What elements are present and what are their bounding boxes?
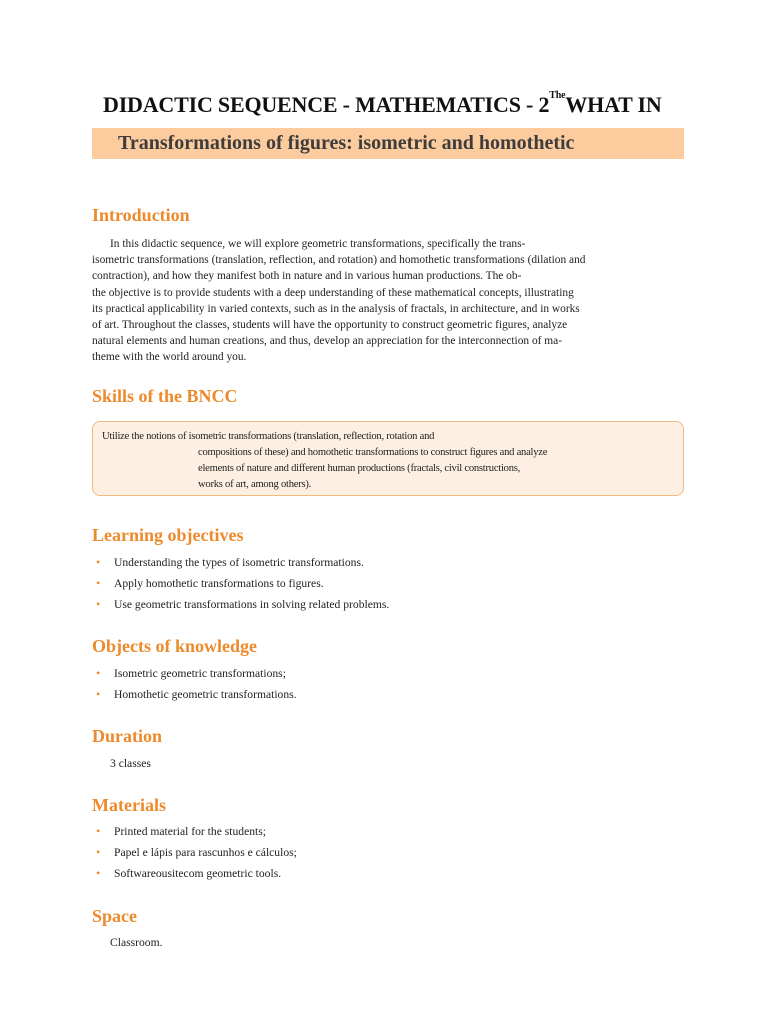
title-suffix: WHAT IN (565, 92, 662, 117)
list-item (96, 663, 297, 684)
list-item-text: Use geometric transformations in solving related problems. (114, 598, 390, 611)
bullet-icon: • (96, 824, 101, 838)
page-title (103, 92, 763, 118)
list-item (96, 821, 297, 842)
list-item-text: Softwareousitecom geometric tools. (114, 867, 282, 880)
list-item-text: Apply homothetic transformations to figures. (114, 577, 324, 590)
skill-line: elements of nature and different human productions (fractals, civil constructions, (198, 463, 521, 474)
introduction-line: the objective is to provide students with a deep understanding of these mathematical concepts, illustrating (92, 286, 574, 299)
duration-heading: Duration (92, 726, 163, 746)
skill-text (102, 429, 547, 493)
skill-line: Utilize the notions of isometric transformations (translation, reflection, rotation and (102, 431, 435, 442)
bullet-icon: • (96, 597, 101, 611)
list-item (96, 573, 389, 594)
introduction-line: natural elements and human creations, and thus, develop an appreciation for the interconnection of ma- (92, 335, 563, 348)
list-item-text: Isometric geometric transformations; (114, 667, 286, 680)
introduction-line: In this didactic sequence, we will explore geometric transformations, specifically the trans- (110, 238, 526, 250)
bullet-icon: • (96, 866, 101, 880)
bullet-icon: • (96, 576, 101, 590)
skill-line: compositions of these) and homothetic transformations to construct figures and analyze (198, 447, 548, 458)
knowledge-heading: Objects of knowledge (92, 636, 257, 656)
introduction-line: of art. Throughout the classes, students will have the opportunity to construct geometric figures, analyze (92, 319, 568, 332)
space-heading: Space (92, 906, 137, 926)
skill-line: works of art, among others). (198, 479, 312, 490)
skill-box (92, 421, 684, 496)
materials-list (96, 821, 297, 884)
list-item-text: Printed material for the students; (114, 825, 266, 838)
objectives-list (96, 552, 389, 615)
introduction-heading: Introduction (92, 205, 190, 225)
list-item (96, 684, 297, 705)
list-item (96, 594, 389, 615)
introduction-line: contraction), and how they manifest both in nature and in various human productions. The ob- (92, 270, 522, 283)
introduction-line: isometric transformations (translation, reflection, and rotation) and homothetic transformations (dilation and (92, 254, 586, 267)
list-item-text: Understanding the types of isometric transformations. (114, 556, 364, 569)
objectives-heading: Learning objectives (92, 525, 244, 545)
title-superscript: The (549, 90, 566, 101)
introduction-paragraph (92, 236, 612, 366)
bullet-icon: • (96, 845, 101, 859)
list-item-text: Homothetic geometric transformations. (114, 688, 297, 701)
subtitle: Transformations of figures: isometric and homothetic (118, 132, 575, 154)
space-value: Classroom. (110, 936, 163, 949)
introduction-line: theme with the world around you. (92, 351, 247, 364)
list-item (96, 842, 297, 863)
knowledge-list (96, 663, 297, 705)
list-item (96, 552, 389, 573)
subtitle-band (92, 128, 684, 159)
title-main-text: DIDACTIC SEQUENCE - MATHEMATICS - 2 (103, 92, 550, 117)
duration-value: 3 classes (110, 757, 151, 770)
materials-heading: Materials (92, 795, 166, 815)
list-item (96, 863, 297, 884)
skills-heading: Skills of the BNCC (92, 386, 238, 406)
bullet-icon: • (96, 687, 101, 701)
bullet-icon: • (96, 666, 101, 680)
introduction-line: its practical applicability in varied contexts, such as in the analysis of fractals, in architecture, and in works (92, 302, 580, 315)
bullet-icon: • (96, 555, 101, 569)
list-item-text: Papel e lápis para rascunhos e cálculos; (114, 846, 297, 859)
